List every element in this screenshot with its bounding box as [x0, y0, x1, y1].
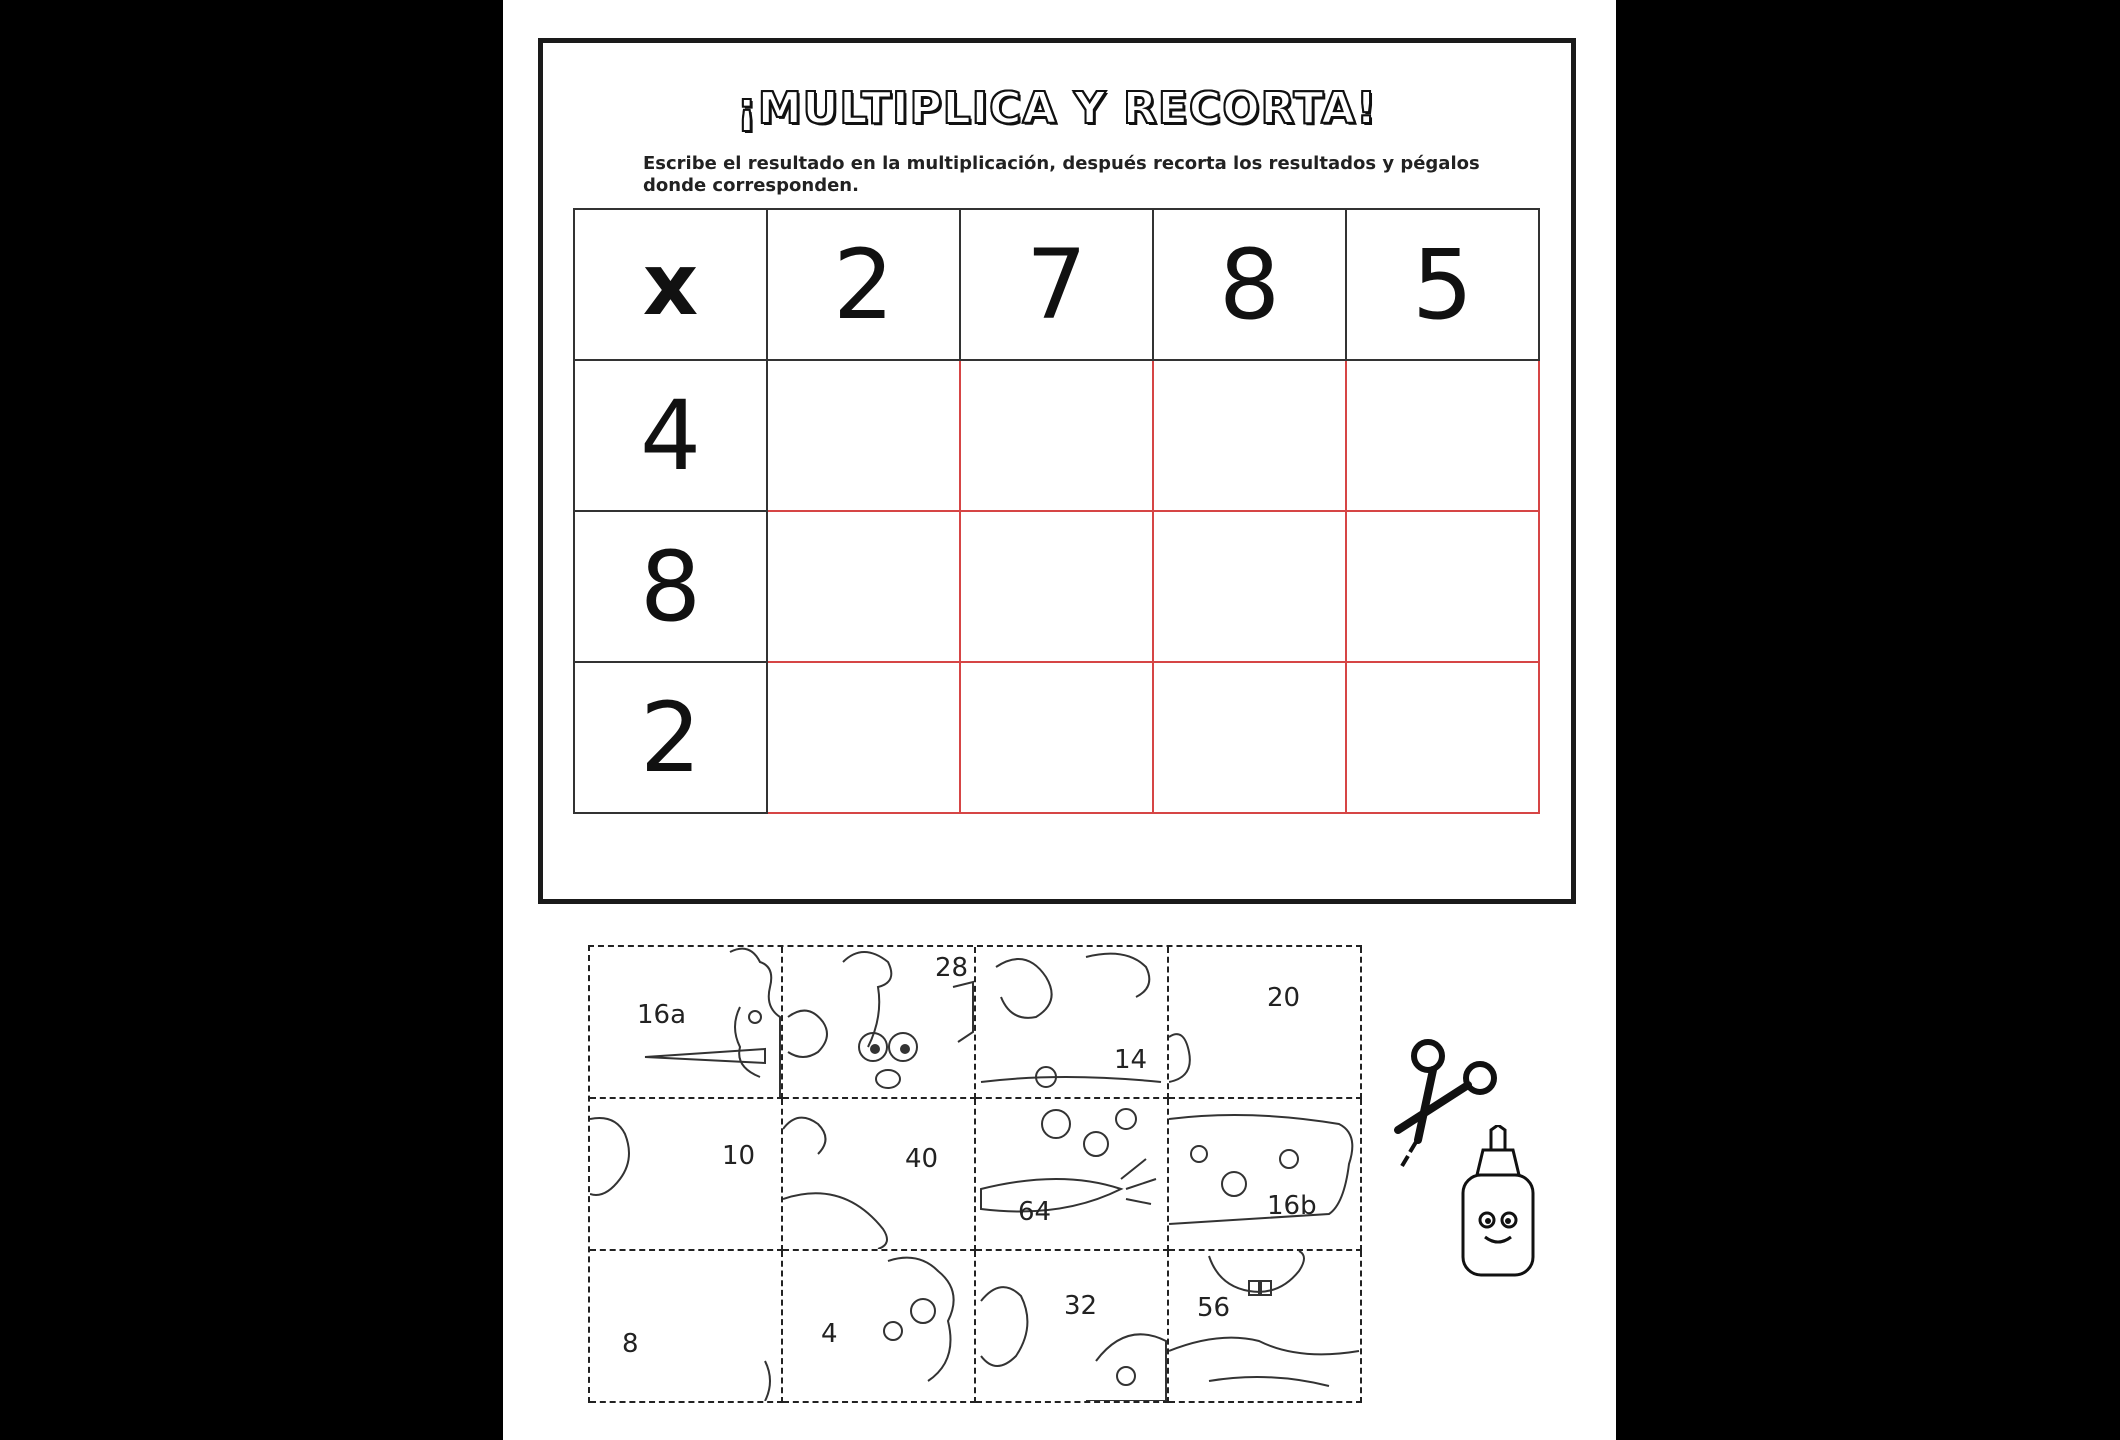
bunny-illustration-fragment: [976, 1099, 1167, 1249]
answer-cell[interactable]: [1154, 512, 1347, 663]
cutout-number: 56: [1197, 1293, 1231, 1323]
cutout-piece[interactable]: [590, 1099, 783, 1251]
cutout-number: 10: [722, 1141, 756, 1171]
worksheet-instructions: Escribe el resultado en la multiplicación, después recorta los resultados y pégalos donde corresponden.: [643, 153, 1480, 196]
bunny-illustration-fragment: [1169, 1099, 1360, 1249]
answer-cell[interactable]: [1347, 361, 1540, 512]
bunny-illustration-fragment: [1169, 947, 1360, 1097]
cutout-number: 8: [622, 1329, 639, 1359]
cutout-piece[interactable]: [590, 1251, 783, 1403]
bunny-illustration-fragment: [783, 1099, 974, 1249]
row-header: 4: [575, 361, 768, 512]
answer-cell[interactable]: [1154, 361, 1347, 512]
cutout-piece[interactable]: [783, 1251, 976, 1403]
cutout-piece[interactable]: [783, 947, 976, 1099]
table-corner: x: [575, 210, 768, 361]
cutout-number: 28: [935, 953, 969, 983]
cutout-number: 4: [821, 1319, 838, 1349]
answer-cell[interactable]: [961, 361, 1154, 512]
column-header: 5: [1347, 210, 1540, 361]
cutout-piece[interactable]: [1169, 1099, 1362, 1251]
answer-cell[interactable]: [768, 512, 961, 663]
cutout-piece[interactable]: [590, 947, 783, 1099]
answer-cell[interactable]: [768, 361, 961, 512]
cutout-number: 16a: [637, 1000, 687, 1030]
cutout-piece[interactable]: [976, 1251, 1169, 1403]
cutout-number: 32: [1064, 1291, 1098, 1321]
bunny-illustration-fragment: [783, 1251, 974, 1401]
bunny-illustration-fragment: [1169, 1251, 1360, 1401]
cutout-puzzle: [588, 945, 1362, 1403]
answer-cell[interactable]: [1154, 663, 1347, 814]
column-header: 7: [961, 210, 1154, 361]
column-header: 2: [768, 210, 961, 361]
cutout-piece[interactable]: [976, 947, 1169, 1099]
cutout-piece[interactable]: [976, 1099, 1169, 1251]
row-header: 8: [575, 512, 768, 663]
glue-bottle-icon: [1453, 1125, 1543, 1285]
cutout-number: 16b: [1267, 1191, 1317, 1221]
cutout-piece[interactable]: [1169, 1251, 1362, 1403]
answer-cell[interactable]: [961, 663, 1154, 814]
answer-cell[interactable]: [1347, 512, 1540, 663]
bunny-illustration-fragment: [976, 1251, 1167, 1401]
answer-cell[interactable]: [1347, 663, 1540, 814]
worksheet-title: ¡MULTIPLICA Y RECORTA!: [736, 83, 1378, 134]
bunny-illustration-fragment: [590, 1099, 781, 1249]
cutout-piece[interactable]: [1169, 947, 1362, 1099]
bunny-illustration-fragment: [590, 1251, 781, 1401]
cutout-piece[interactable]: [783, 1099, 976, 1251]
glue-bottle-wrapper: [1453, 1125, 1543, 1290]
answer-cell[interactable]: [961, 512, 1154, 663]
worksheet-page: [503, 0, 1616, 1440]
multiplication-table: [573, 208, 1540, 814]
answer-cell[interactable]: [768, 663, 961, 814]
cutout-number: 40: [905, 1144, 939, 1174]
worksheet-frame: [538, 38, 1576, 904]
column-header: 8: [1154, 210, 1347, 361]
row-header: 2: [575, 663, 768, 814]
cutout-number: 14: [1114, 1045, 1148, 1075]
cutout-number: 64: [1018, 1197, 1052, 1227]
cutout-number: 20: [1267, 983, 1301, 1013]
